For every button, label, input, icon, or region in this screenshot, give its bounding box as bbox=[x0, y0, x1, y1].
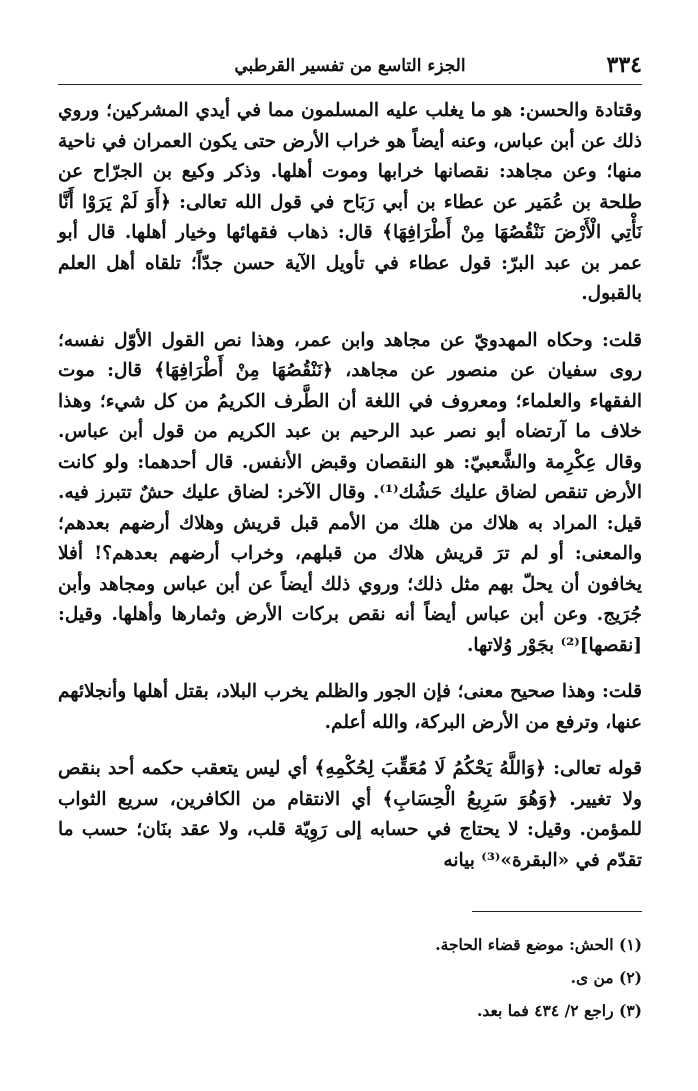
footnote-divider bbox=[472, 911, 642, 912]
running-title: الجزء التاسع من تفسير القرطبي bbox=[234, 56, 466, 76]
main-text bbox=[58, 96, 642, 892]
paragraph: قلت: وحكاه المهدويّ عن مجاهد وابن عمر، وهذا نص القول الأوّل نفسه؛ روى سفيان عن منصور عن مجاهد، ﴿نَنْقُصُهَا مِنْ أَطْرَافِهَا﴾ قال: موت الفقهاء والعلماء؛ ومعروف في اللغة أن الطَّرف الكريمُ من كل شيء؛ وهذا خلاف ما آرتضاه أبو نصر عبد الرحيم بن عبد الكريم من قول أبن عباس. وقال عِكْرِمة والشَّعبيّ: هو النقصان وقبض الأنفس. قال أحدهما: ولو كانت الأرض تنقص لضاق عليك حَشُك⁽¹⁾. وقال الآخر: لضاق عليك حشٌ تتبرز فيه. قيل: المراد به هلاك من هلك من الأمم قبل قريش وهلاك أرضهم بعدهم؛ والمعنى: أو لم ترَ قريش هلاك من قبلهم، وخراب أرضهم بعدهم؟! أفلا يخافون أن يحلّ بهم مثل ذلك؛ وروي ذلك أيضاً عن أبن عباس ومجاهد وأبن جُرَيج. وعن أبن عباس أيضاً أنه نقص بركات الأرض وثمارها وأهلها. وقيل: [نقصها]⁽²⁾ بجَوْر وُلاتها. bbox=[58, 329, 642, 656]
footnote: (١) الحش: موضع قضاء الحاجة. bbox=[435, 935, 642, 954]
paragraph: وقتادة والحسن: هو ما يغلب عليه المسلمون مما في أيدي المشركين؛ وروي ذلك عن أبن عباس، وعنه أيضاً هو خراب الأرض حتى يكون العمران في ناحية منها؛ وعن مجاهد: نقصانها خرابها وموت أهلها. وذكر وكيع بن الجرّاح عن طلحة بن عُمَير عن عطاء بن أبي رَبَاح في قول الله تعالى: ﴿أَوَ لَمْ يَرَوْا أَنَّا نَأْتِي الْأَرْضَ نَنْقُصُهَا مِنْ أَطْرَافِهَا﴾ قال: ذهاب فقهائها وخيار أهلها. قال أبو عمر بن عبد البرّ: قول عطاء في تأويل الآية حسن جدّاً؛ تلقاه أهل العلم بالقبول. bbox=[58, 100, 642, 304]
footnote: (٣) راجع ٢/ ٤٣٤ فما بعد. bbox=[476, 1001, 642, 1020]
page-header bbox=[58, 50, 642, 85]
paragraph: قوله تعالى: ﴿وَاللَّهُ يَحْكُمُ لَا مُعَقِّبَ لِحُكْمِهِ﴾ أي ليس يتعقب حكمه أحد بنقص ولا تغيير. ﴿وَهُوَ سَرِيعُ الْحِسَابِ﴾ أي الانتقام من الكافرين، سريع الثواب للمؤمن. وقيل: لا يحتاج في حسابه إلى رَوِيّة قلب، ولا عقد بنَان؛ حسب ما تقدّم في «البقرة»⁽³⁾ بيانه bbox=[58, 758, 642, 871]
page-number: ٣٣٤ bbox=[606, 52, 642, 78]
paragraph: قلت: وهذا صحيح معنى؛ فإن الجور والظلم يخرب البلاد، بقتل أهلها وأنجلائهم عنها، وترفع من الأرض البركة، والله أعلم. bbox=[58, 681, 642, 733]
footnotes bbox=[58, 930, 642, 1029]
footnote: (٢) من ى. bbox=[570, 968, 642, 987]
